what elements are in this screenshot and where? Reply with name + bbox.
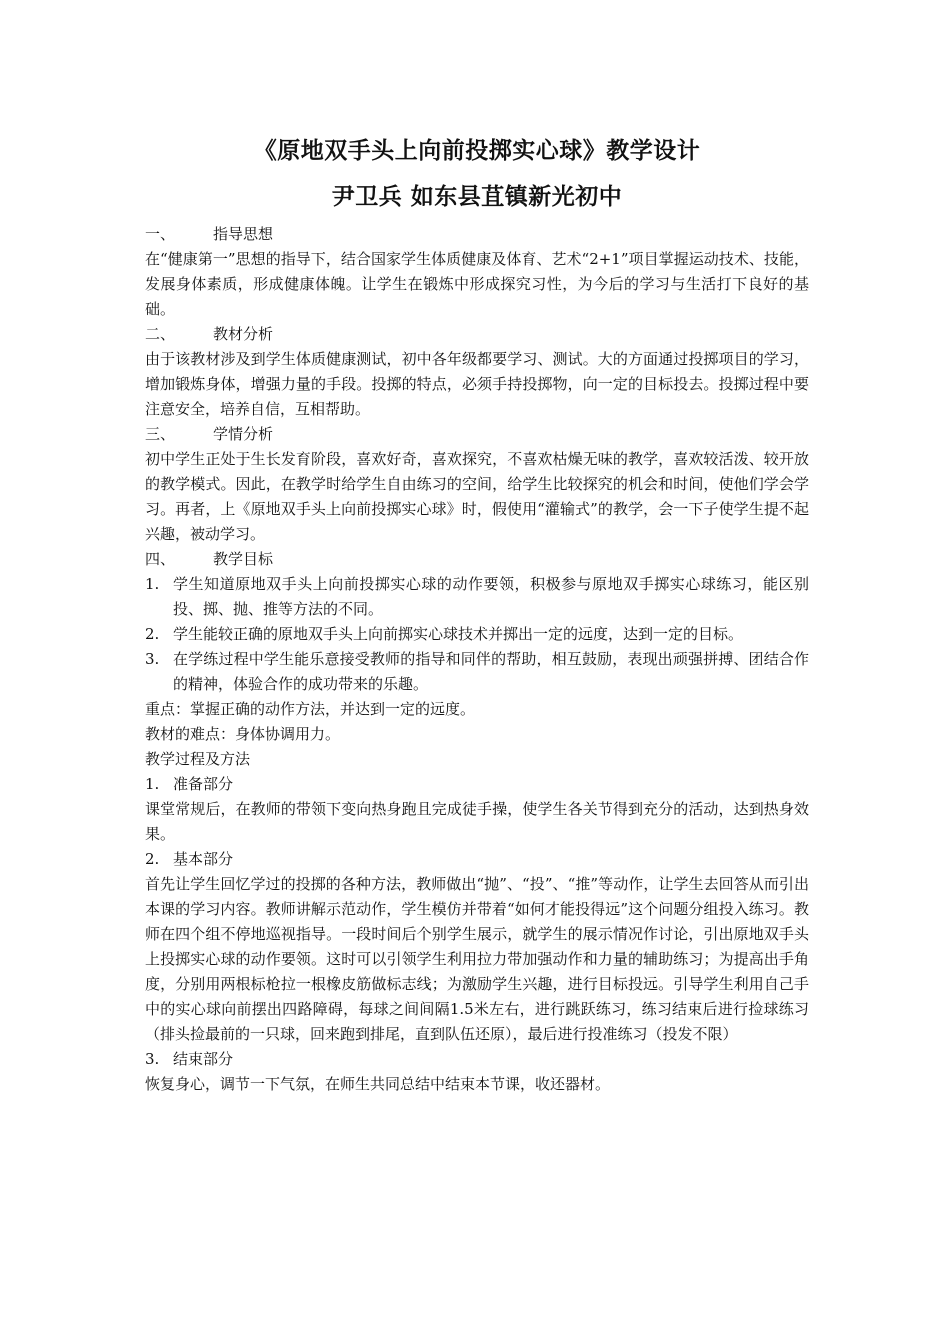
goal-number: 1. (145, 575, 160, 593)
document-page (145, 128, 809, 1097)
section-number: 二、 (145, 325, 176, 343)
part-label: 基本部分 (173, 850, 234, 868)
goal-text: 学生知道原地双手头上向前投掷实心球的动作要领，积极参与原地双手掷实心球练习，能区别投、掷、抛、推等方法的不同。 (173, 575, 809, 618)
section-heading-material-analysis (145, 322, 809, 347)
section-number: 一、 (145, 225, 176, 243)
section-number: 三、 (145, 425, 176, 443)
section-heading-guiding-thought (145, 222, 809, 247)
section-label: 教学目标 (213, 550, 274, 568)
document-author: 尹卫兵 如东县苴镇新光初中 (331, 183, 623, 210)
goal-number: 3. (145, 650, 160, 668)
part-heading-basic (145, 847, 809, 872)
part-paragraph: 首先让学生回忆学过的投掷的各种方法，教师做出“抛”、“投”、“推”等动作，让学生去回答从而引出本课的学习内容。教师讲解示范动作，学生模仿并带着“如何才能投得远”这个问题分组投入练习。教师在四个组不停地巡视指导。一段时间后个别学生展示，就学生的展示情况作讨论，引出原地双手头上投掷实心球的动作要领。这时可以引领学生利用拉力带加强动作和力量的辅助练习；为提高出手角度，分别用两根标枪拉一根橡皮筋做标志线；为激励学生兴趣，进行目标投远。引导学生利用自己手中的实心球向前摆出四路障碍，每球之间间隔1.5米左右，进行跳跃练习，练习结束后进行捡球练习（排头捡最前的一只球，回来跑到排尾，直到队伍还原），最后进行投准练习（投发不限） (145, 875, 809, 1043)
key-point: 重点：掌握正确的动作方法，并达到一定的远度。 (145, 700, 476, 718)
part-heading-ending (145, 1047, 809, 1072)
part-label: 结束部分 (173, 1050, 234, 1068)
section-paragraph: 初中学生正处于生长发育阶段，喜欢好奇，喜欢探究，不喜欢枯燥无味的教学，喜欢较活泼、较开放的教学模式。因此，在教学时给学生自由练习的空间，给学生比较探究的机会和时间，使他们学会学习。再者，上《原地双手头上向前投掷实心球》时，假使用“灌输式”的教学，会一下子使学生提不起兴趣，被动学习。 (145, 450, 809, 543)
difficulty-point: 教材的难点：身体协调用力。 (145, 725, 341, 743)
goal-text: 学生能较正确的原地双手头上向前掷实心球技术并掷出一定的远度，达到一定的目标。 (173, 625, 744, 643)
goal-number: 2. (145, 625, 160, 643)
section-paragraph: 在“健康第一”思想的指导下，结合国家学生体质健康及体育、艺术“2+1”项目掌握运动技术、技能，发展身体素质，形成健康体魄。让学生在锻炼中形成探究习性，为今后的学习与生活打下良好的基础。 (145, 250, 809, 318)
goal-text: 在学练过程中学生能乐意接受教师的指导和同伴的帮助，相互鼓励，表现出顽强拼搏、团结合作的精神，体验合作的成功带来的乐趣。 (173, 650, 809, 693)
goal-item (145, 647, 809, 697)
part-label: 准备部分 (173, 775, 234, 793)
part-number: 3. (145, 1050, 160, 1068)
part-paragraph: 恢复身心，调节一下气氛，在师生共同总结中结束本节课，收还器材。 (145, 1075, 611, 1093)
document-title: 《原地双手头上向前投掷实心球》教学设计 (253, 137, 701, 164)
part-number: 1. (145, 775, 160, 793)
goal-item (145, 622, 809, 647)
goal-item (145, 572, 809, 622)
part-number: 2. (145, 850, 160, 868)
section-heading-student-analysis (145, 422, 809, 447)
section-label: 学情分析 (213, 425, 274, 443)
section-paragraph: 由于该教材涉及到学生体质健康测试，初中各年级都要学习、测试。大的方面通过投掷项目的学习，增加锻炼身体，增强力量的手段。投掷的特点，必须手持投掷物，向一定的目标投去。投掷过程中要注意安全，培养自信，互相帮助。 (145, 350, 809, 418)
section-label: 教材分析 (213, 325, 274, 343)
part-heading-preparation (145, 772, 809, 797)
section-heading-teaching-goals (145, 547, 809, 572)
part-paragraph: 课堂常规后，在教师的带领下变向热身跑且完成徒手操，使学生各关节得到充分的活动，达到热身效果。 (145, 800, 809, 843)
process-heading: 教学过程及方法 (145, 750, 251, 768)
section-number: 四、 (145, 550, 176, 568)
section-label: 指导思想 (213, 225, 274, 243)
